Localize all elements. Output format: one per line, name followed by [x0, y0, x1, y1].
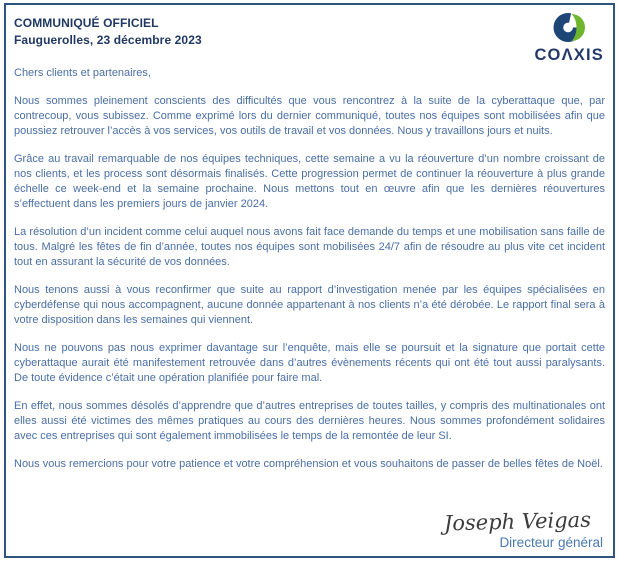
- coaxis-c-icon: [551, 12, 588, 48]
- paragraph-2: Grâce au travail remarquable de nos équipes techniques, cette semaine a vu la réouverture d’un nombre croissant de nos clients, et les process sont désormais finalisés. Cette progression permet de continuer la réouverture à plus grande échelle ce week-end et la semaine prochaine. Nous mettons tout en œuvre afin que les dernières réouvertures s’effectuent dans les premiers jours de janvier 2024.: [14, 153, 605, 210]
- paragraph-5: Nous ne pouvons pas nous exprimer davantage sur l’enquête, mais elle se poursuit et la signature que portait cette cyberattaque aurait été manifestement retrouvée dans d’autres évènements récents qui ont été tout aussi paralysants. De toute évidence c’était une opération planifiée pour faire mal.: [14, 342, 605, 384]
- document-frame: [4, 3, 615, 558]
- signature-handwriting: Joseph Veigas: [443, 507, 592, 536]
- paragraph-3: La résolution d’un incident comme celui auquel nous avons fait face demande du temps et une mobilisation sans faille de tous. Malgré les fêtes de fin d’année, toutes nos équipes sont mobilisées 24/7 afin de résoudre au plus vite cet incident tout en assurant la sécurité de vos données.: [14, 226, 605, 268]
- paragraph-7: Nous vous remercions pour votre patience et votre compréhension et vous souhaitons de passer de belles fêtes de Noël.: [14, 458, 603, 470]
- document-header: [14, 11, 605, 63]
- paragraph-6: En effet, nous sommes désolés d’apprendre que d’autres entreprises de toutes tailles, y compris des multinationales ont elles aussi été victimes des mêmes pratiques au cours des dernières heures. Nous sommes profondément solidaires avec ces entreprises qui sont également immobilisées le temps de la remontée de leur SI.: [14, 400, 605, 442]
- signatory-title: Directeur général: [499, 535, 603, 550]
- header-text-block: [14, 11, 202, 49]
- paragraph-4: Nous tenons aussi à vous reconfirmer que suite au rapport d’investigation menée par les équipes spécialisées en cyberdéfense qui nous accompagnent, aucune donnée appartenant à nos clients n’a été dérobée. Le rapport final sera à votre disposition dans les semaines qui viennent.: [14, 284, 605, 326]
- greeting-line: Chers clients et partenaires,: [14, 67, 151, 79]
- letter-body: [14, 66, 605, 485]
- paragraph-1: Nous sommes pleinement conscients des difficultés que vous rencontrez à la suite de la cyberattaque que, par contrecoup, vous subissez. Comme exprimé lors du dernier communiqué, toutes nos équipes sont mobilisées afin que poussiez retrouver l’accès à vos services, vos outils de travail et vos données. Nous y travaillons jours et nuits.: [14, 95, 605, 137]
- signature-block: [14, 507, 605, 551]
- document-title: COMMUNIQUÉ OFFICIEL: [14, 16, 159, 30]
- document-date: Fauguerolles, 23 décembre 2023: [14, 33, 202, 47]
- coaxis-logo: [534, 11, 605, 63]
- coaxis-wordmark: COΛXIS: [534, 46, 604, 64]
